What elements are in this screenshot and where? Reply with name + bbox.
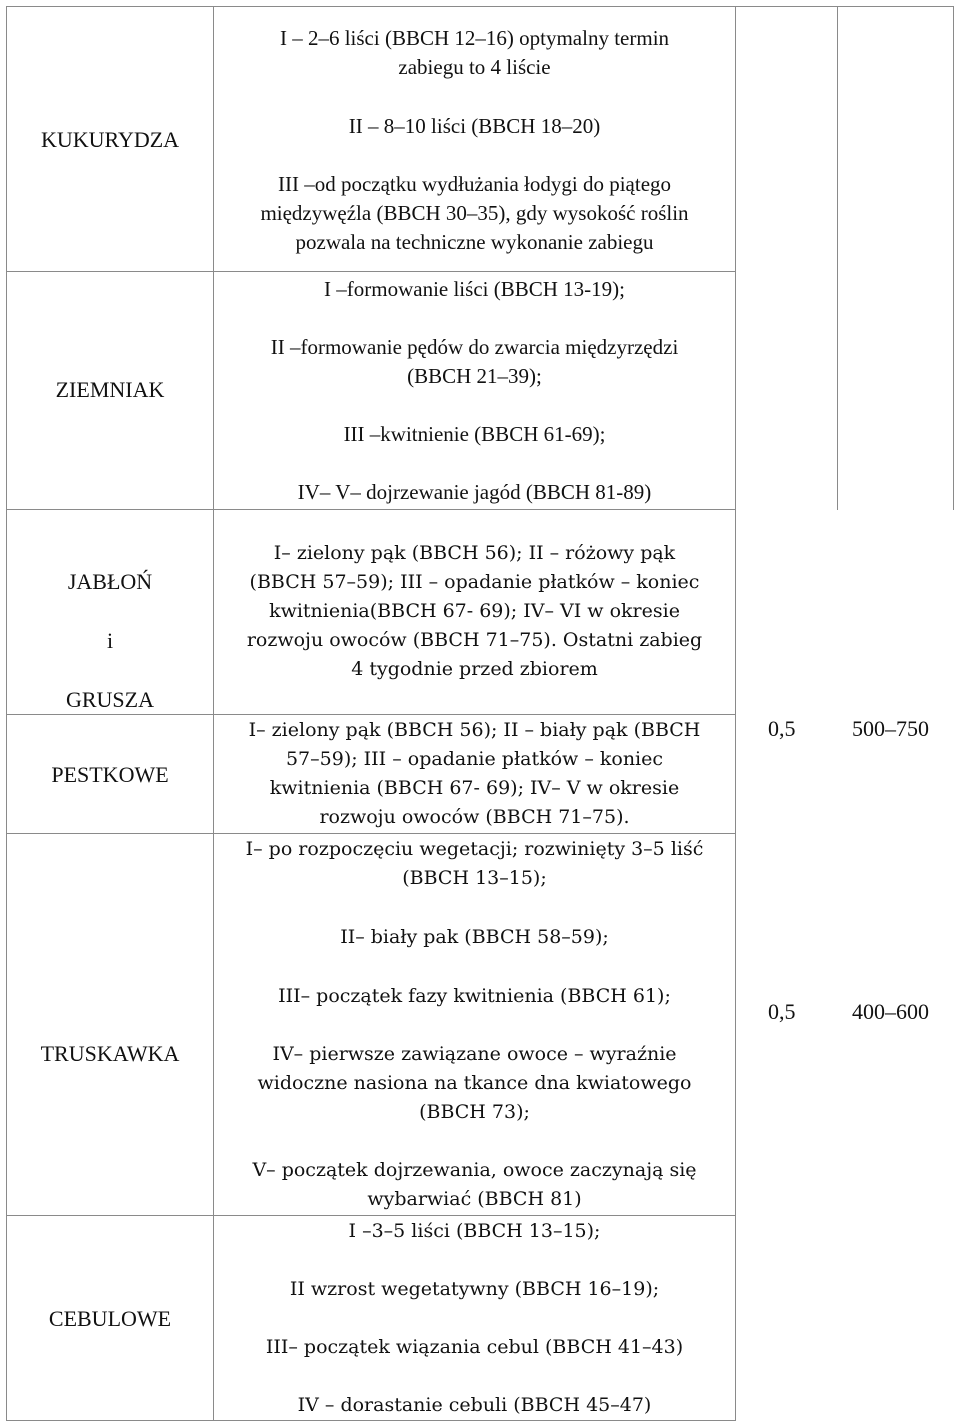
crop-name: ZIEMNIAK xyxy=(55,377,165,402)
stage-line: III –kwitnienie (BBCH 61-69); xyxy=(343,422,606,446)
stage-line: II wzrost wegetatywny (BBCH 16–19); xyxy=(289,1278,660,1300)
stage-line: pozwala na techniczne wykonanie zabiegu xyxy=(295,230,654,254)
stage-line: wybarwiać (BBCH 81) xyxy=(367,1188,582,1210)
stage-cell-kukurydza xyxy=(214,6,736,272)
dose-column-frame xyxy=(736,6,838,510)
stage-line: I– zielony pąk (BBCH 56); II – różowy pąk xyxy=(273,542,676,564)
stage-line: V– początek dojrzewania, owoce zaczynają się xyxy=(252,1159,697,1181)
stage-line: II– biały pak (BBCH 58–59); xyxy=(340,926,609,948)
stage-line: (BBCH 21–39); xyxy=(407,364,542,388)
crop-name: TRUSKAWKA xyxy=(40,1041,180,1066)
crop-cell-cebulowe xyxy=(6,1216,214,1421)
water-volume-value: 400–600 xyxy=(852,999,929,1024)
stage-line: IV – dorastanie cebuli (BBCH 45–47) xyxy=(297,1394,652,1416)
stage-line: zabiegu to 4 liście xyxy=(398,55,551,79)
stage-line: (BBCH 57–59); III – opadanie płatków – koniec xyxy=(249,571,700,593)
crop-name-conjunction: i xyxy=(106,628,114,653)
stage-line: kwitnienia(BBCH 67- 69); IV– VI w okresie xyxy=(269,600,680,622)
stage-line: rozwoju owoców (BBCH 71–75). xyxy=(319,806,630,828)
stage-line: III– początek wiązania cebul (BBCH 41–43) xyxy=(265,1336,684,1358)
crop-cell-kukurydza xyxy=(6,6,214,272)
stage-cell-ziemniak xyxy=(214,272,736,510)
stage-line: (BBCH 13–15); xyxy=(402,867,547,889)
crop-cell-pestkowe xyxy=(6,715,214,834)
crop-cell-truskawka xyxy=(6,834,214,1216)
crop-name: GRUSZA xyxy=(65,687,154,712)
crop-cell-jablon-grusza xyxy=(6,510,214,715)
stage-line: IV– V– dojrzewanie jagód (BBCH 81-89) xyxy=(297,480,652,504)
crop-name: CEBULOWE xyxy=(48,1306,172,1331)
water-volume-value: 500–750 xyxy=(852,716,929,741)
dose-value: 0,5 xyxy=(768,716,796,741)
stage-line: (BBCH 73); xyxy=(419,1101,530,1123)
stage-line: I– zielony pąk (BBCH 56); II – biały pąk (BBCH xyxy=(248,719,701,741)
stage-line: 4 tygodnie przed zbiorem xyxy=(351,658,598,680)
stage-line: I – 2–6 liści (BBCH 12–16) optymalny termin xyxy=(279,26,670,50)
stage-line: widoczne nasiona na tkance dna kwiatowego xyxy=(257,1072,692,1094)
crop-name: KUKURYDZA xyxy=(40,127,180,152)
stage-cell-pestkowe xyxy=(214,715,736,834)
crop-name: PESTKOWE xyxy=(51,762,169,787)
stage-line: I– po rozpoczęciu wegetacji; rozwinięty 3–5 liść xyxy=(245,838,704,860)
stage-line: 57–59); III – opadanie płatków – koniec xyxy=(285,748,664,770)
stage-line: IV– pierwsze zawiązane owoce – wyraźnie xyxy=(272,1043,677,1065)
stage-line: III– początek fazy kwitnienia (BBCH 61); xyxy=(278,985,671,1007)
stage-line: III –od początku wydłużania łodygi do piątego xyxy=(277,172,672,196)
dose-value: 0,5 xyxy=(768,999,796,1024)
stage-line: I –formowanie liści (BBCH 13-19); xyxy=(324,277,625,301)
stage-line: II –formowanie pędów do zwarcia międzyrzędzi xyxy=(270,335,679,359)
crop-name: JABŁOŃ xyxy=(67,569,153,594)
stage-line: kwitnienia (BBCH 67- 69); IV– V w okresie xyxy=(269,777,680,799)
stage-cell-truskawka xyxy=(214,834,736,1216)
stage-line: II – 8–10 liści (BBCH 18–20) xyxy=(348,114,601,138)
water-column-frame xyxy=(838,6,954,510)
stage-line: międzywęźla (BBCH 30–35), gdy wysokość roślin xyxy=(260,201,689,225)
stage-cell-cebulowe xyxy=(214,1216,736,1421)
crop-cell-ziemniak xyxy=(6,272,214,510)
stage-line: rozwoju owoców (BBCH 71–75). Ostatni zabieg xyxy=(246,629,703,651)
stage-cell-jablon-grusza xyxy=(214,510,736,715)
stage-line: I –3–5 liści (BBCH 13–15); xyxy=(348,1220,601,1242)
